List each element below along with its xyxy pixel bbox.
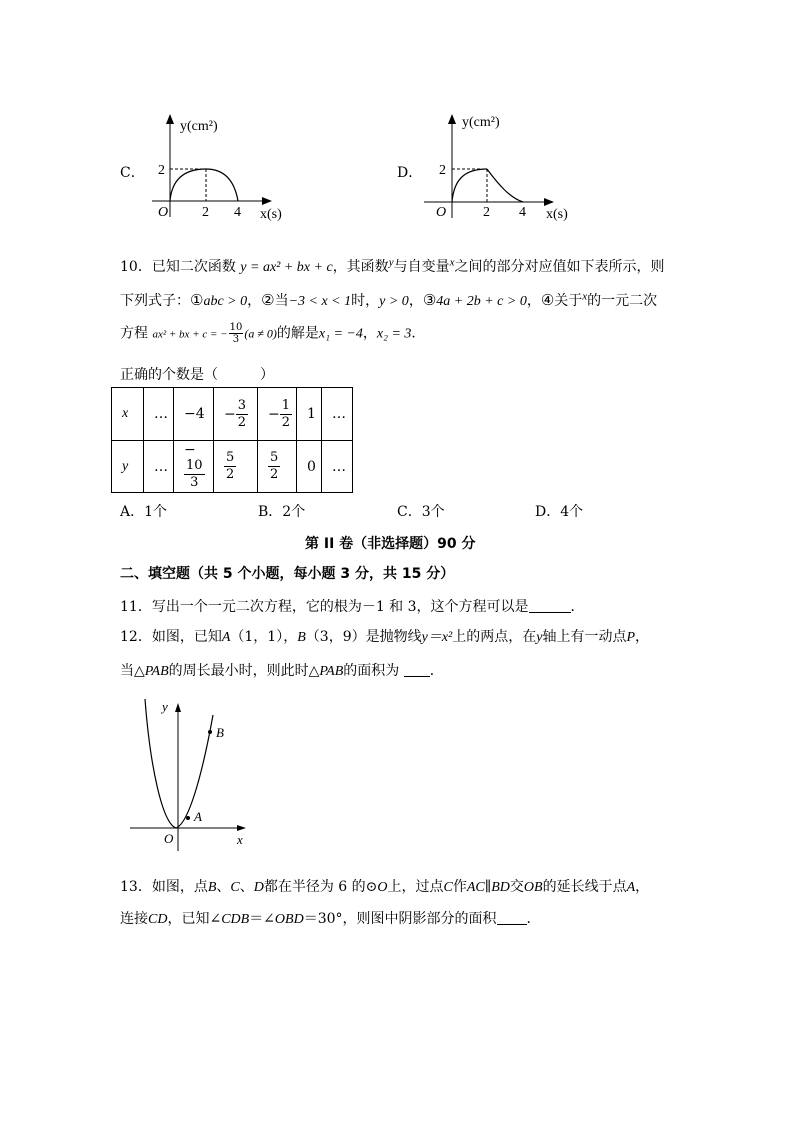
q12-point-b-label: B <box>216 725 224 740</box>
d-y-tick: 2 <box>439 163 446 178</box>
d-y-label: y(cm²) <box>462 115 500 130</box>
statement-4-equation: ax² + bx + c = − <box>152 328 228 341</box>
choice-d[interactable]: D．4个 <box>535 504 584 520</box>
choice-c[interactable]: C．3个 <box>397 504 445 520</box>
point-a-dot <box>186 816 190 820</box>
d-x-tick-2: 2 <box>483 205 490 220</box>
d-x-tick-4: 4 <box>519 205 526 220</box>
q10-line-3: 方程 ax² + bx + c = − $\frac{10}{3}$ (a ≠ 0)的解是x₁ = −4，x₂ = 3． <box>120 322 426 345</box>
c-y-tick: 2 <box>158 163 165 178</box>
q10-line-2: 下列式子：①abc > 0，②当−3 < x < 1时，y > 0，③4a + 2b + c > 0，④关于$^x$的一元二次 <box>120 290 658 309</box>
choice-b[interactable]: B．2个 <box>258 504 306 520</box>
option-d-graph <box>426 112 576 224</box>
d-x-label: x(s) <box>546 207 568 222</box>
statement-2-condition: −3 < x < 1 <box>288 294 352 309</box>
q10-prompt: 正确的个数是（ ） <box>120 367 274 383</box>
section-heading: 二、填空题（共 5 个小题，每小题 3 分，共 15 分） <box>120 566 455 582</box>
q12-line-1: 12．如图，已知A（1，1），B（3，9）是抛物线y＝x²上的两点，在y轴上有一动点P， <box>120 629 650 645</box>
d-origin: O <box>436 205 447 220</box>
q12-answer-blank[interactable] <box>404 662 430 677</box>
q12-x-axis-label: x <box>237 832 243 847</box>
section-title: 第 II 卷（非选择题）90 分 <box>305 536 476 552</box>
q11-answer-blank[interactable] <box>529 598 571 613</box>
choice-a[interactable]: A．1个 <box>120 504 168 520</box>
q10-line-1: 10．已知二次函数 y = ax² + bx + c，其函数$^y$与自变量$^x$之间的部分对应值如下表所示，则 <box>120 256 665 275</box>
q12-line-2: 当△PAB的周长最小时，则此时△PAB的面积为 ． <box>120 663 444 679</box>
c-x-tick-4: 4 <box>234 205 241 220</box>
value-table <box>111 387 353 493</box>
option-c-letter: C． <box>120 165 145 181</box>
table-head-y: y <box>112 441 144 493</box>
c-x-label: x(s) <box>260 207 282 222</box>
q13-answer-blank[interactable] <box>497 910 527 925</box>
table-row-x: x … −4 − $\frac{3}{2}$ − $\frac{1}{2}$ 1 … <box>112 388 353 441</box>
q12-point-a-label: A <box>194 809 202 824</box>
q10-function: y = ax² + bx + c <box>240 260 333 275</box>
q12-parabola-figure <box>124 695 254 855</box>
statement-3: 4a + 2b + c > 0 <box>436 294 527 309</box>
table-row-y: y … − $\frac{10}{3}$ $\frac{5}{2}$ $\frac{5}{2}$ 0 … <box>112 441 353 493</box>
parabola-formula: y＝x² <box>421 630 453 645</box>
statement-1: abc > 0 <box>203 294 248 309</box>
table-head-x: x <box>112 388 144 441</box>
option-c-graph <box>148 112 282 222</box>
c-x-tick-2: 2 <box>202 205 209 220</box>
point-b-dot <box>208 730 212 734</box>
c-y-label: y(cm²) <box>180 119 218 134</box>
q13-line-2: 连接CD，已知∠CDB＝∠OBD＝30°，则图中阴影部分的面积 ． <box>120 911 541 927</box>
q13-line-1: 13．如图，点B、C、D都在半径为 6 的⊙O上，过点C作AC∥BD交OB的延长线于点A， <box>120 879 650 895</box>
q12-y-axis-label: y <box>162 699 168 714</box>
c-origin: O <box>158 205 169 220</box>
option-d-letter: D． <box>397 165 423 181</box>
q11: 11．写出一个一元二次方程，它的根为－1 和 3，这个方程可以是 ． <box>120 599 585 615</box>
q12-origin-label: O <box>164 831 174 846</box>
